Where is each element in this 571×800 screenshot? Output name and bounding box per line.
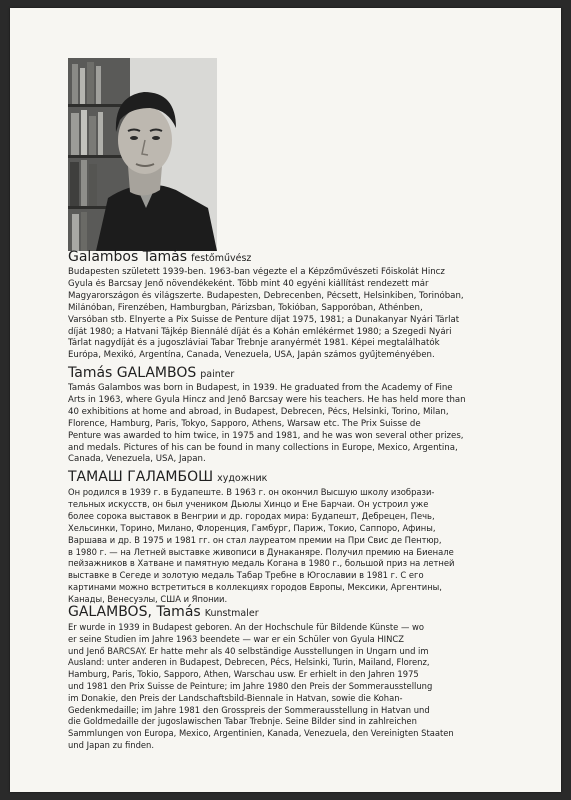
text-line: выставке в Сегеде и золотую медаль Табар Требне в Югославии в 1981 г. С его (68, 570, 424, 581)
artist-name: Galambos Tamás (68, 249, 188, 265)
text-line: Varsóban stb. Elnyerte a Pix Suisse de Penture díjat 1975, 1981; a Dunakanyar Nyári Tárlat (68, 314, 460, 325)
section-heading (68, 365, 544, 383)
text-line: Milánóban, Firenzében, Hamburgban, Párizsban, Tokióban, Sapporóban, Athénben, (68, 302, 423, 313)
text-line: тельных искусств, он был учеником Дьюлы Хинцо и Ене Барчаи. Он устроил уже (68, 498, 429, 509)
biography-text (68, 267, 544, 362)
text-line: Sammlungen von Europa, Mexico, Argentinien, Kanada, Venezuela, den Vereinigten Staaten (68, 728, 454, 739)
biography-text (68, 487, 544, 606)
text-line: Budapesten született 1939-ben. 1963-ban végezte el a Képzőművészeti Főiskolát Hincz (68, 267, 445, 277)
artist-role: painter (200, 369, 235, 380)
portrait-illustration (68, 58, 217, 251)
section-heading (68, 249, 544, 267)
text-line: and medals. Pictures of his can be found in many collections in Europe, Mexico, Argentina, (68, 442, 458, 453)
artist-role: художник (217, 473, 268, 484)
artist-role: Kunstmaler (204, 608, 259, 619)
portrait-photo (68, 58, 217, 251)
text-line: und Japan zu finden. (68, 739, 155, 750)
text-line: Er wurde in 1939 in Budapest geboren. An der Hochschule für Bildende Künste — wo (68, 622, 424, 632)
section-heading (68, 604, 544, 622)
document-sheet (10, 8, 561, 792)
text-line: Варшава и др. В 1975 и 1981 гг. он стал лауреатом премии на При Свис де Пентюр, (68, 534, 442, 545)
section-english (68, 365, 544, 466)
text-line: Európa, Mexikó, Argentína, Canada, Venezuela, USA, Japán számos gyűjteményében. (68, 350, 435, 361)
text-line: im Donakie, den Preis der Landschaftsbild-Biennale in Hatvan, sowie die Kohan- (68, 692, 403, 703)
text-line: пейзажников в Хатване и памятную медаль Когана в 1980 г., большой приз на летней (68, 558, 455, 569)
text-line: díját 1980; a Hatvani Tájkép Biennálé díját és a Kohán emlékérmet 1980; a Szegedi Nyári (68, 326, 452, 337)
text-line: Gedenkmedaille; im Jahre 1981 den Grosspreis der Sommerausstellung in Hatvan und (68, 704, 430, 715)
text-line: Gyula és Barcsay Jenő növendékeként. Több mint 40 egyéni kiállítást rendezett már (68, 278, 429, 289)
text-line: Канады, Венесуэлы, США и Японии. (68, 594, 228, 605)
artist-name: Tamás GALAMBOS (68, 365, 197, 381)
artist-role: festőművész (191, 253, 252, 264)
text-line: 40 exhibitions at home and abroad, in Budapest, Debrecen, Pécs, Helsinki, Torino, Milan, (68, 406, 449, 417)
text-line: Magyarországon és világszerte. Budapesten, Debrecenben, Pécsett, Helsinkiben, Torinóban, (68, 290, 464, 301)
text-line: Hamburg, Paris, Tokio, Sapporo, Athen, Warschau usw. Er erhielt in den Jahren 1975 (68, 669, 419, 680)
section-russian (68, 469, 544, 606)
text-line: Florence, Hamburg, Paris, Tokyo, Sapporo, Athens, Warsaw etc. The Prix Suisse de (68, 418, 421, 429)
biography-text (68, 383, 544, 466)
text-line: und Jenő BARCSAY. Er hatte mehr als 40 selbständige Ausstellungen in Ungarn und im (68, 645, 429, 656)
text-line: Tamás Galambos was born in Budapest, in 1939. He graduated from the Academy of Fine (68, 383, 453, 393)
text-line: Penture was awarded to him twice, in 1975 and 1981, and he was won several other prizes, (68, 430, 464, 441)
section-heading (68, 469, 544, 487)
artist-name: ТАМАШ ГАЛАМБОШ (68, 469, 214, 485)
section-hungarian (68, 249, 544, 362)
section-german (68, 604, 544, 752)
text-line: Canada, Venezuela, USA, Japan. (68, 454, 206, 465)
artist-name: GALAMBOS, Tamás (68, 604, 201, 620)
text-line: Ausland: unter anderen in Budapest, Debrecen, Pécs, Helsinki, Turin, Mailand, Florenz, (68, 657, 430, 668)
text-line: Хельсинки, Торино, Милано, Флоренция, Гамбург, Париж, Токио, Саппоро, Афины, (68, 522, 436, 533)
text-line: und 1981 den Prix Suisse de Peinture; im Jahre 1980 den Preis der Sommerausstellung (68, 680, 433, 691)
text-line: er seine Studien im Jahre 1963 beendete — war er ein Schüler von Gyula HINCZ (68, 633, 404, 644)
text-line: Arts in 1963, where Gyula Hincz and Jenő Barcsay were his teachers. He has held more than (68, 394, 466, 405)
text-line: Tárlat nagydíját és a jugoszláviai Tabar Trebnje aranyérmét 1981. Képei megtalálhatók (68, 338, 440, 349)
text-line: Он родился в 1939 г. в Будапеште. В 1963 г. он окончил Высшую школу изобрази- (68, 487, 435, 497)
text-line: в 1980 г. — на Летней выставке живописи в Дунаканяре. Получил премию на Биенале (68, 546, 454, 557)
text-line: более сорока выставок в Венгрии и др. городах мира: Будапешт, Дебрецен, Печь, (68, 510, 435, 521)
biography-text (68, 622, 544, 752)
text-line: картинами можно встретиться в коллекциях городов Европы, Мексики, Аргентины, (68, 582, 442, 593)
text-line: die Goldmedaille der jugoslawischen Tabar Trebnje. Seine Bilder sind in zahlreichen (68, 716, 417, 727)
